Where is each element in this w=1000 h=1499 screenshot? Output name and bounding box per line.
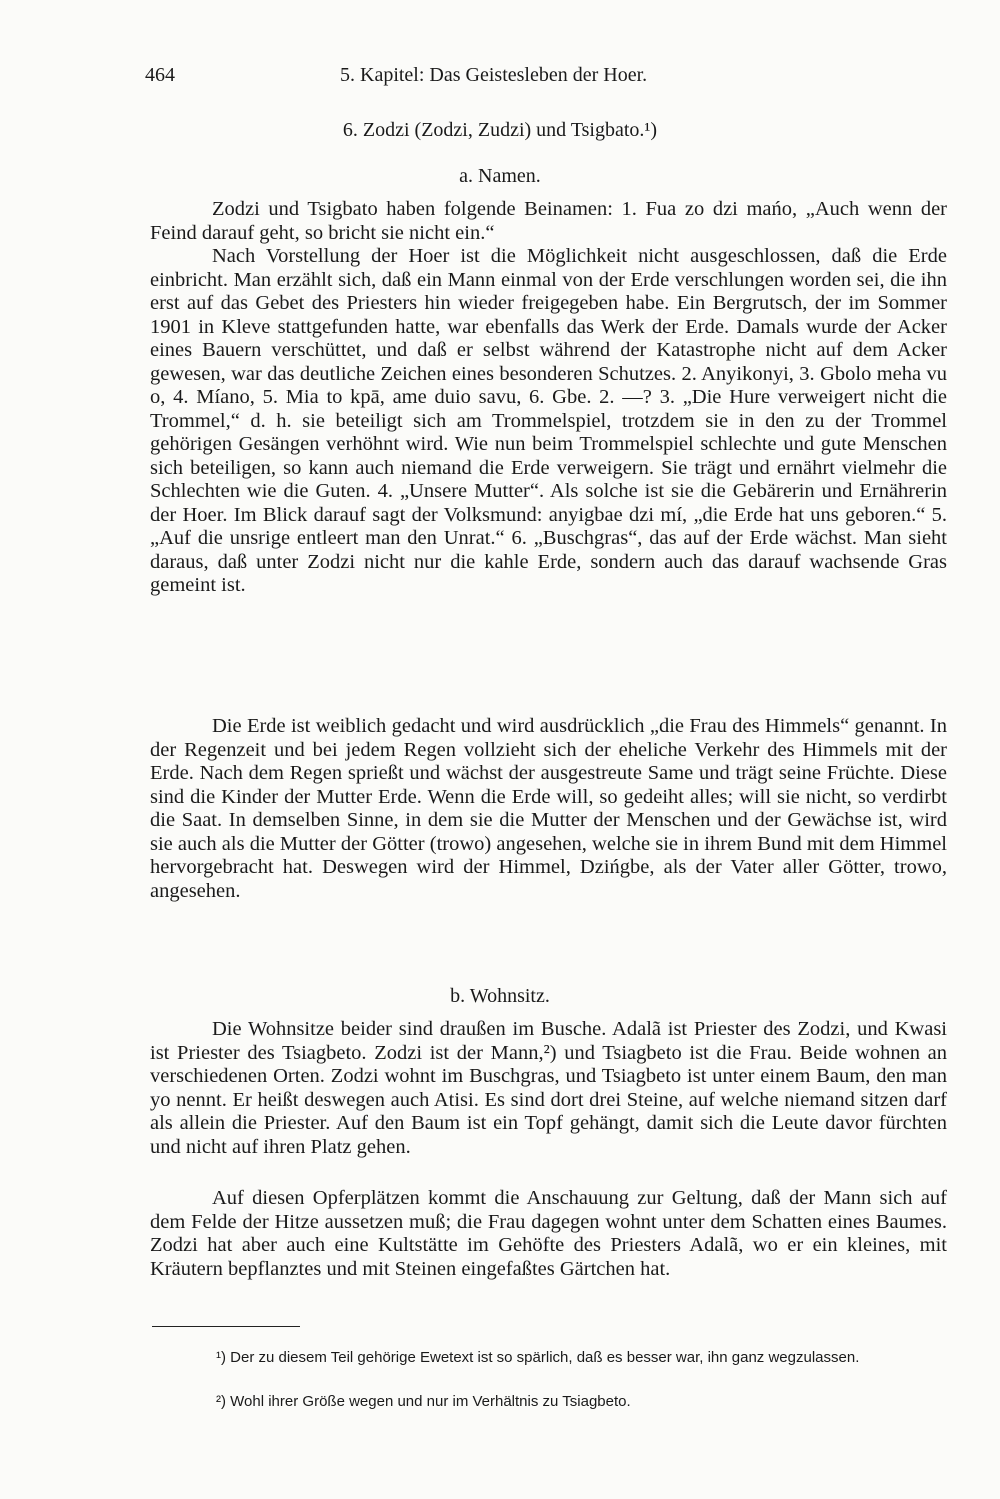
paragraph-wohnsitze: Die Wohnsitze beider sind draußen im Busche. Adalã ist Priester des Zodzi, und Kwasi ist Priester des Tsiagbeto. Zodzi ist der Mann,²) und Tsiagbeto ist die Frau. Beide wohnen an verschiedenen Orten. Zodzi wohnt im Buschgras, und Tsiagbeto ist unter einem Baum, den man yo nennt. Er heißt deswegen auch Atisi. Es sind dort drei Steine, auf welche niemand sitzen darf als allein die Priester. Auf den Baum ist ein Topf gehängt, damit sich die Leute davor fürchten und nicht auf ihren Platz gehen. bbox=[150, 1018, 947, 1158]
paragraph-opferplaetze: Auf diesen Opferplätzen kommt die Anschauung zur Geltung, daß der Mann sich auf dem Felde der Hitze aussetzen muß; die Frau dagegen wohnt unter dem Schatten eines Baumes. Zodzi hat aber auch eine Kultstätte im Gehöfte des Priesters Adalã, wo er ein kleines, mit Kräutern bepflanztes und mit Steinen eingefaßtes Gärtchen hat. bbox=[150, 1187, 947, 1280]
subsection-title-a: a. Namen. bbox=[459, 165, 541, 187]
footnote-2: ²) Wohl ihrer Größe wegen und nur im Verhältnis zu Tsiagbeto. bbox=[216, 1393, 631, 1410]
footnote-1: ¹) Der zu diesem Teil gehörige Ewetext ist so spärlich, daß es besser war, ihn ganz wegzulassen. bbox=[216, 1349, 860, 1366]
paragraph-beinamen: Zodzi und Tsigbato haben folgende Beinamen: 1. Fua zo dzi mańo, „Auch wenn der Feind darauf geht, so bricht sie nicht ein.“ bbox=[150, 198, 947, 244]
running-title: 5. Kapitel: Das Geistesleben der Hoer. bbox=[340, 64, 648, 86]
paragraph-einbruch: Nach Vorstellung der Hoer ist die Möglichkeit nicht ausgeschlossen, daß die Erde einbricht. Man erzählt sich, daß ein Mann einmal von der Erde verschlungen worden sei, die ihn erst auf das Gebet des Priesters hin wieder freigegeben habe. Ein Bergrutsch, der im Sommer 1901 in Kleve stattgefunden hatte, war ebenfalls das Werk der Erde. Damals wurde der Acker eines Bauern verschüttet, und daß er selbst während der Katastrophe nicht auf dem Acker gewesen, war das deutliche Zeichen eines besonderen Schutzes. 2. Anyikonyi, 3. Gbolo meha vu o, 4. Míano, 5. Mia to kpā, ame duio savu, 6. Gbe. 2. —? 3. „Die Hure verweigert nicht die Trommel,“ d. h. sie beteiligt sich am Trommelspiel, trotzdem sie in den zu der Trommel gehörigen Gesängen verhöhnt wird. Wie nun beim Trommelspiel schlechte und gute Menschen sich beteiligen, so kann auch niemand die Erde verweigern. Sie trägt und ernährt vielmehr die Schlechten wie die Guten. 4. „Unsere Mutter“. Als solche ist sie die Gebärerin und Ernährerin der Hoer. Im Blick darauf sagt der Volksmund: anyigbae dzi mí, „die Erde hat uns geboren.“ 5. „Auf die unsrige entleert man den Unrat.“ 6. „Buschgras“, das auf der Erde wächst. Man sieht daraus, daß unter Zodzi nicht nur die kahle Erde, sondern auch das darauf wachsende Gras gemeint ist. bbox=[150, 245, 947, 596]
paragraph-weiblich: Die Erde ist weiblich gedacht und wird ausdrücklich „die Frau des Himmels“ genannt. In der Regenzeit und bei jedem Regen vollzieht sich der eheliche Verkehr des Himmels mit der Erde. Nach dem Regen sprießt und wächst der ausgestreute Same und trägt seine Früchte. Diese sind die Kinder der Mutter Erde. Wenn die Erde will, so gedeiht alles; will sie nicht, so verdirbt die Saat. In demselben Sinne, in dem sie die Mutter der Menschen und der Gewächse ist, wird sie auch als die Mutter der Götter (trowo) angesehen, welche sie in ihrem Bund mit dem Himmel hervorgebracht hat. Deswegen wird der Himmel, Dzińgbe, als der Vater aller Götter, trowo, angesehen. bbox=[150, 715, 947, 902]
page-header bbox=[140, 60, 860, 90]
subsection-title-b: b. Wohnsitz. bbox=[450, 985, 550, 1007]
footnote-rule bbox=[152, 1326, 300, 1327]
page-number: 464 bbox=[145, 64, 175, 86]
section-title: 6. Zodzi (Zodzi, Zudzi) und Tsigbato.¹) bbox=[342, 119, 658, 141]
